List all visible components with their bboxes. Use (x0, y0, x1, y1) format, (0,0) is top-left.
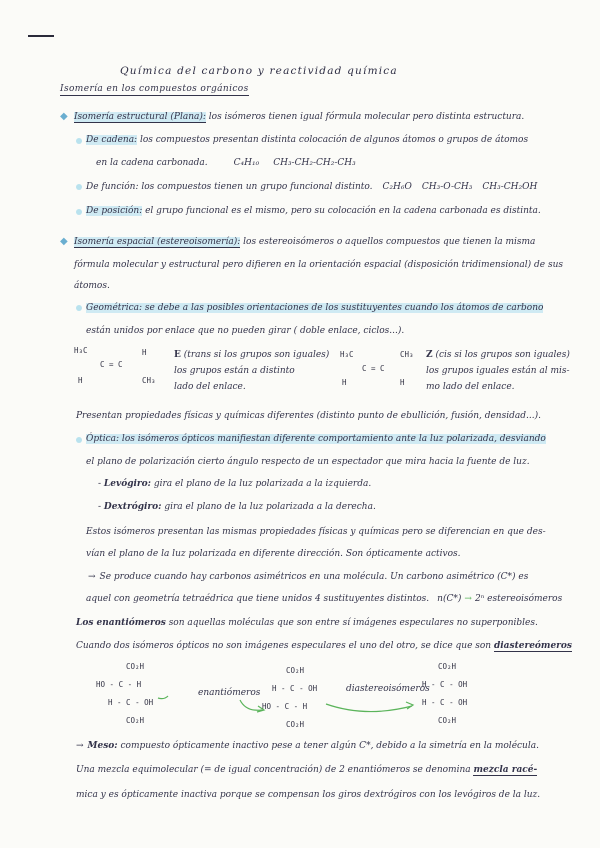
z-isomer-description-3: mo lado del enlace. (426, 382, 515, 392)
e-isomer-description: E (trans si los grupos son iguales) (174, 350, 330, 360)
levogyre-line: - Levógiro: gira el plano de la luz polarizada a la izquierda. (98, 479, 372, 489)
enantiomers-line: Los enantiómeros son aquellas moléculas que son entre sí imágenes especulares no superponibles. (76, 618, 538, 628)
chain-isomerism-line: De cadena: los compuestos presentan distinta colocación de algunos átomos o grupos de átomos (86, 135, 529, 145)
function-isomerism-line: De función: los compuestos tienen un grupo funcional distinto. C₂H₆O CH₃-O-CH₃ CH₃-CH₂OH (86, 182, 538, 192)
optical-properties-line-2: vían el plano de la luz polarizada en diferente dirección. Son ópticamente activos. (86, 549, 461, 559)
spatial-isomerism-line-2: fórmula molecular y estructural pero difieren en la orientación espacial (disposición tridimensional) de sus (74, 260, 564, 270)
page-title: Química del carbono y reactividad química (120, 65, 398, 77)
optical-properties-line: Estos isómeros presentan las mismas propiedades físicas y químicas pero se diferencian en que des- (86, 527, 546, 537)
geometric-isomerism-line-2: están unidos por enlace que no pueden girar ( doble enlace, ciclos...). (86, 326, 405, 336)
dextrogyre-line: - Dextrógiro: gira el plano de la luz polarizada a la derecha. (98, 502, 376, 512)
diamond-bullet-icon: ◆ (60, 236, 68, 247)
properties-line: Presentan propiedades físicas y químicas diferentes (distinto punto de ebullición, fusión, densidad...). (76, 411, 541, 421)
optical-isomerism-line: Óptica: los isómeros ópticos manifiestan diferente comportamiento ante la luz polarizada, desviando (86, 434, 546, 444)
e-isomer-description-3: lado del enlace. (174, 382, 246, 392)
position-isomerism-line: De posición: el grupo funcional es el mismo, pero su colocación en la cadena carbonada es distinta. (86, 206, 541, 216)
racemic-line-2: mica y es ópticamente inactiva porque se compensan los giros dextrógiros con los levógiros de la luz. (76, 790, 541, 800)
z-isomer-description-2: los grupos iguales están al mis- (426, 366, 570, 376)
structural-isomerism-line: Isomería estructural (Plana): los isómeros tienen igual fórmula molecular pero distinta estructura. (74, 112, 525, 122)
enantiomers-label: enantiómeros (198, 688, 261, 698)
section-heading: Isomería en los compuestos orgánicos (60, 84, 249, 94)
optical-isomerism-line-2: el plano de polarización cierto ángulo respecto de un espectador que mira hacia la fuente de luz. (86, 457, 530, 467)
racemic-line: Una mezcla equimolecular (= de igual concentración) de 2 enantiómeros se denomina mezcla racé- (76, 765, 538, 775)
e-isomer-description-2: los grupos están a distinto (174, 366, 295, 376)
asymmetric-carbon-line: → Se produce cuando hay carbonos asimétricos en una molécula. Un carbono asimétrico (C*) es (88, 572, 529, 582)
diastereoisomers-label: diastereoisómeros (346, 684, 430, 694)
diastereomers-line: Cuando dos isómeros ópticos no son imágenes especulares el uno del otro, se dice que son diastereómeros (76, 641, 572, 651)
asymmetric-carbon-line-2: aquel con geometría tetraédrica que tiene unidos 4 sustituyentes distintos. n(C*) → 2ⁿ estereoisómeros (86, 594, 563, 604)
meso-line: → Meso: compuesto ópticamente inactivo pese a tener algún C*, debido a la simetría en la molécula. (76, 741, 539, 751)
z-isomer-description: Z (cis si los grupos son iguales) (426, 350, 570, 360)
diamond-bullet-icon: ◆ (60, 111, 68, 122)
geometric-isomerism-line: Geométrica: se debe a las posibles orientaciones de los sustituyentes cuando los átomos de carbono (86, 303, 544, 313)
spatial-isomerism-line-3: átomos. (74, 281, 110, 291)
chain-isomerism-line-2: en la cadena carbonada. C₄H₁₀ CH₃-CH₂-CH₂-CH₃ (96, 158, 356, 168)
spatial-isomerism-line: Isomería espacial (estereoisomería): los estereoisómeros o aquellos compuestos que tienen la misma (74, 237, 536, 247)
